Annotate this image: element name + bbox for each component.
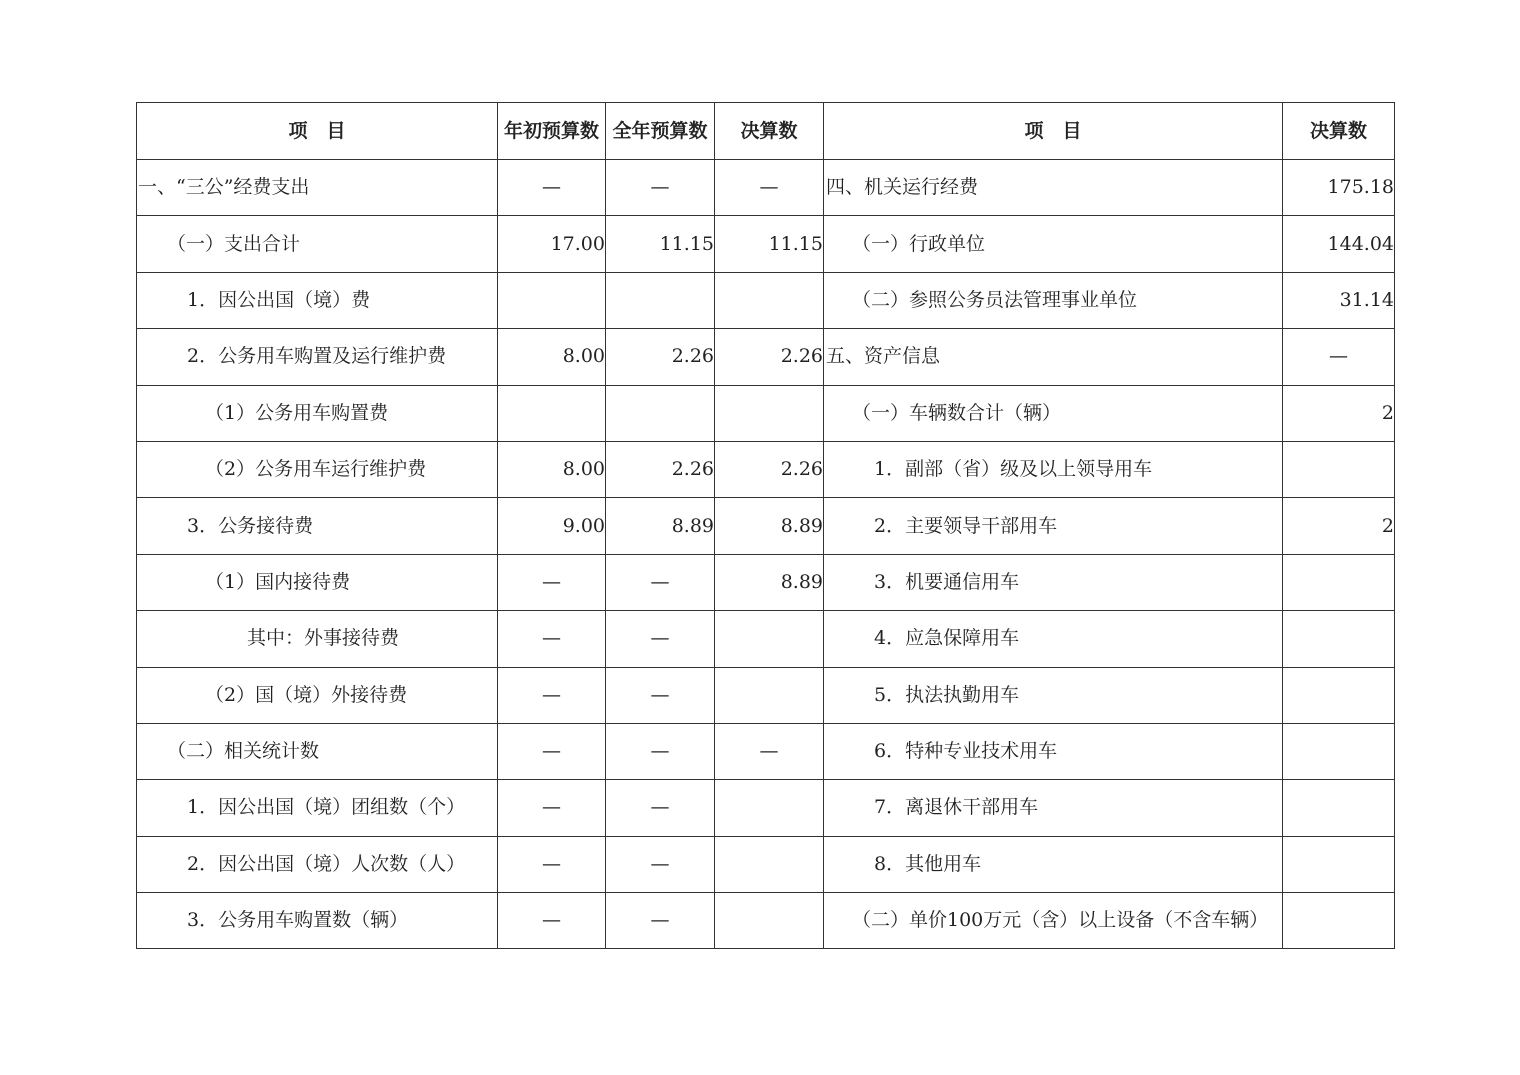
table-row <box>137 780 1395 836</box>
value-final-budget: 11.15 <box>715 216 824 272</box>
value-initial-budget <box>498 385 606 441</box>
value-final-right: 175.18 <box>1283 160 1395 216</box>
left-item-label: 2．因公出国（境）人次数（人） <box>137 836 498 892</box>
value-initial-budget: — <box>498 836 606 892</box>
value-annual-budget: — <box>606 611 715 667</box>
value-final-budget <box>715 836 824 892</box>
value-initial-budget: 17.00 <box>498 216 606 272</box>
value-final-budget <box>715 385 824 441</box>
right-item-label: （二）参照公务员法管理事业单位 <box>824 272 1283 328</box>
table-row <box>137 836 1395 892</box>
table-body <box>137 160 1395 949</box>
value-annual-budget <box>606 272 715 328</box>
value-final-right <box>1283 836 1395 892</box>
table-row <box>137 385 1395 441</box>
value-final-right <box>1283 611 1395 667</box>
value-final-right <box>1283 893 1395 949</box>
value-annual-budget: 11.15 <box>606 216 715 272</box>
left-item-label: 1．因公出国（境）费 <box>137 272 498 328</box>
value-final-budget <box>715 893 824 949</box>
header-row <box>137 103 1395 160</box>
value-final-budget: 2.26 <box>715 329 824 385</box>
value-final-budget <box>715 272 824 328</box>
value-final-right: 2 <box>1283 385 1395 441</box>
budget-table <box>136 102 1395 949</box>
right-item-label: 5．执法执勤用车 <box>824 667 1283 723</box>
value-initial-budget: — <box>498 667 606 723</box>
left-item-label: 一、“三公”经费支出 <box>137 160 498 216</box>
table-row <box>137 611 1395 667</box>
value-final-budget <box>715 667 824 723</box>
value-annual-budget: 8.89 <box>606 498 715 554</box>
value-final-budget: 8.89 <box>715 554 824 610</box>
value-initial-budget <box>498 272 606 328</box>
value-final-budget: — <box>715 723 824 779</box>
right-item-label: （一）行政单位 <box>824 216 1283 272</box>
value-initial-budget: — <box>498 611 606 667</box>
right-item-label: 8．其他用车 <box>824 836 1283 892</box>
value-initial-budget: 8.00 <box>498 441 606 497</box>
header-item-right: 项 目 <box>824 103 1283 160</box>
table-row <box>137 723 1395 779</box>
table-row <box>137 441 1395 497</box>
left-item-label: 其中：外事接待费 <box>137 611 498 667</box>
header-annual-budget: 全年预算数 <box>606 103 715 160</box>
value-initial-budget: — <box>498 160 606 216</box>
header-initial-budget: 年初预算数 <box>498 103 606 160</box>
right-item-label: 4．应急保障用车 <box>824 611 1283 667</box>
value-annual-budget: 2.26 <box>606 441 715 497</box>
value-final-right <box>1283 441 1395 497</box>
header-final-right: 决算数 <box>1283 103 1395 160</box>
right-item-label: （一）车辆数合计（辆） <box>824 385 1283 441</box>
value-annual-budget: 2.26 <box>606 329 715 385</box>
left-item-label: （二）相关统计数 <box>137 723 498 779</box>
right-item-label: 3．机要通信用车 <box>824 554 1283 610</box>
left-item-label: （2）公务用车运行维护费 <box>137 441 498 497</box>
value-annual-budget: — <box>606 160 715 216</box>
value-final-right <box>1283 554 1395 610</box>
value-final-right: 144.04 <box>1283 216 1395 272</box>
right-item-label: 6．特种专业技术用车 <box>824 723 1283 779</box>
left-item-label: （1）公务用车购置费 <box>137 385 498 441</box>
table-row <box>137 498 1395 554</box>
value-initial-budget: 8.00 <box>498 329 606 385</box>
left-item-label: （1）国内接待费 <box>137 554 498 610</box>
left-item-label: 3．公务接待费 <box>137 498 498 554</box>
value-final-right: 2 <box>1283 498 1395 554</box>
table-row <box>137 216 1395 272</box>
value-annual-budget: — <box>606 723 715 779</box>
value-final-budget: — <box>715 160 824 216</box>
header-final-left: 决算数 <box>715 103 824 160</box>
value-annual-budget: — <box>606 554 715 610</box>
left-item-label: （2）国（境）外接待费 <box>137 667 498 723</box>
right-item-label: 五、资产信息 <box>824 329 1283 385</box>
left-item-label: 2．公务用车购置及运行维护费 <box>137 329 498 385</box>
value-initial-budget: — <box>498 780 606 836</box>
value-final-budget <box>715 780 824 836</box>
left-item-label: 1．因公出国（境）团组数（个） <box>137 780 498 836</box>
table-row <box>137 554 1395 610</box>
left-item-label: （一）支出合计 <box>137 216 498 272</box>
value-annual-budget: — <box>606 893 715 949</box>
value-initial-budget: 9.00 <box>498 498 606 554</box>
value-annual-budget: — <box>606 836 715 892</box>
value-annual-budget: — <box>606 667 715 723</box>
value-initial-budget: — <box>498 723 606 779</box>
value-final-right: — <box>1283 329 1395 385</box>
value-annual-budget <box>606 385 715 441</box>
table-row <box>137 667 1395 723</box>
table-row <box>137 329 1395 385</box>
value-initial-budget: — <box>498 554 606 610</box>
right-item-label: 7．离退休干部用车 <box>824 780 1283 836</box>
value-final-right <box>1283 780 1395 836</box>
value-final-right <box>1283 723 1395 779</box>
value-final-right: 31.14 <box>1283 272 1395 328</box>
table-row <box>137 272 1395 328</box>
left-item-label: 3．公务用车购置数（辆） <box>137 893 498 949</box>
table-row <box>137 160 1395 216</box>
value-final-budget: 2.26 <box>715 441 824 497</box>
value-final-budget <box>715 611 824 667</box>
right-item-label: （二）单价100万元（含）以上设备（不含车辆） <box>824 893 1283 949</box>
right-item-label: 四、机关运行经费 <box>824 160 1283 216</box>
right-item-label: 2．主要领导干部用车 <box>824 498 1283 554</box>
value-final-right <box>1283 667 1395 723</box>
value-final-budget: 8.89 <box>715 498 824 554</box>
table-row <box>137 893 1395 949</box>
value-annual-budget: — <box>606 780 715 836</box>
header-item-left: 项 目 <box>137 103 498 160</box>
value-initial-budget: — <box>498 893 606 949</box>
right-item-label: 1．副部（省）级及以上领导用车 <box>824 441 1283 497</box>
